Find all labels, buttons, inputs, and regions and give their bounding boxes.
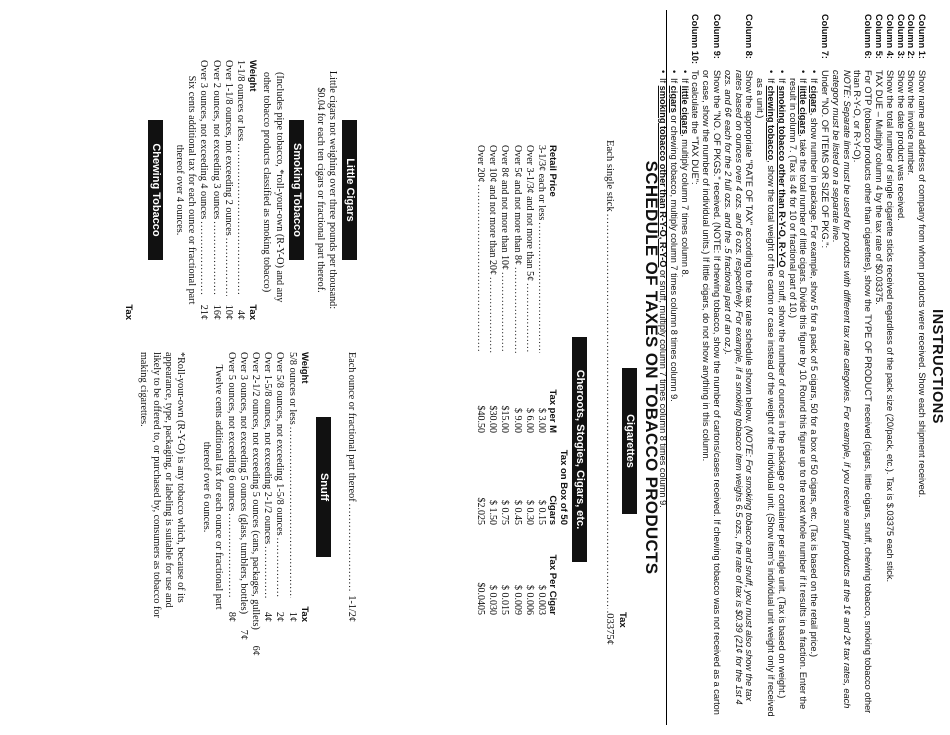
column-7-bullets — [754, 14, 819, 719]
tax-on-box: $ 0.30 — [523, 500, 535, 525]
column-8-text — [722, 70, 754, 719]
bullet-text — [787, 78, 809, 719]
column-8-note: (NOTE: For smoking tobacco and snuff, you must also show the tax rates based on ounces over 4 ozs. and 6 ozs. respectively. For example, if a smoking tobacco item weighs 6.5 ozs., the rate of tax is $0.39 (21¢ for the 1st 4 ozs. and 6¢ each for the 2 full ozs. and the .5 fractional part of an oz.). — [722, 70, 755, 705]
weight-row — [224, 352, 236, 622]
column-row — [852, 14, 874, 719]
retail-price: 3-1/3¢ each or less — [536, 145, 547, 221]
bullet-bold: chewing tobacco — [766, 85, 777, 161]
leader-dots — [474, 185, 486, 354]
snuff-table-header — [298, 352, 310, 622]
tax-value: 4¢ — [262, 611, 274, 622]
column-7-label: Column 7: — [820, 14, 831, 59]
bullet-text — [776, 78, 787, 719]
column-label: Column 4: — [884, 14, 895, 59]
weight-row — [273, 352, 285, 622]
bullet-pre: If — [766, 78, 777, 86]
cigarettes-tax-header: Tax — [617, 612, 628, 628]
weight-label: Over 2 ounces, not exceeding 3 ounces — [210, 60, 222, 220]
snuff-table-body — [224, 352, 298, 656]
column-10-text: To calculate the "TAX DUE": — [690, 70, 701, 185]
tax-value: 16¢ — [210, 304, 222, 320]
cheroots-table-body — [474, 145, 547, 615]
weight-row — [261, 352, 273, 622]
chewing-tax-header: Tax — [122, 304, 134, 320]
column-8-main: Show the appropriate "RATE OF TAX" according to the tax rate schedule shown below. — [744, 70, 755, 424]
column-text: Show the invoice number. — [906, 70, 917, 176]
little-cigars-text: Little cigars not weighing over three pounds per thousand: $0.04 for each ten cigars or fractional part thereof. — [314, 70, 338, 310]
weight-label: Over 5/8 ounces, not exceeding 1-5/8 ounces — [274, 352, 286, 536]
leader-dots — [261, 546, 273, 598]
bullet-rest: , take the total number of little cigars. Divide this figure by 10. Round this figure up to the next whole number if it results in a fraction. Enter the result in column 7. (Tax is 4¢ for 10 or fractional part of 10.) — [787, 78, 809, 710]
instructions-section — [657, 14, 945, 719]
leader-dots — [197, 221, 209, 296]
smoking-tobacco-text: (Includes pipe tobacco, *roll-your-own (R-Y-O) and any other tobacco products classified as smoking tobacco) — [261, 72, 285, 303]
bullet-rest: or snuff, show the number of ounces in the package or container per single unit. (Tax is based on weight.) — [776, 267, 787, 699]
bullet-pre: If — [809, 78, 820, 86]
column-row — [884, 14, 895, 719]
tax-value: 2¢ — [274, 611, 286, 622]
chewing-line-label: Each ounce or fractional part thereof — [346, 352, 357, 502]
column-label: Column 1: — [917, 14, 928, 59]
column-label: Column 5: — [874, 14, 885, 59]
column-9-row — [700, 14, 722, 719]
leader-dots — [486, 277, 498, 353]
column-row — [906, 14, 917, 719]
column-text: Show name and address of company from whom products were received. Show each shipment received. — [917, 70, 928, 498]
chewing-line-value: 1-1/2¢ — [346, 595, 357, 622]
bullet-rest: or chewing tobacco, multiply column 7 times column 8 times column 9. — [668, 112, 679, 402]
retail-price-cell — [523, 145, 535, 355]
column-7-row — [819, 14, 830, 719]
tax-per-m: $ 9.00 — [511, 408, 523, 433]
chewing-tobacco-line — [345, 352, 357, 622]
retail-price-cell — [535, 145, 547, 355]
bullet-rest: or snuff, multiply column 7 times column 8 times column 9. — [658, 267, 669, 508]
bullet-pre: If — [776, 78, 787, 86]
bullet-pre: If — [679, 78, 690, 86]
bullet-rest: , multiply column 7 times column 8. — [679, 134, 690, 278]
smoking-tobacco-table-header — [246, 60, 258, 320]
leader-dots — [234, 143, 246, 296]
leader-dots — [535, 222, 547, 353]
bullet-dot: • — [776, 70, 787, 74]
column-list — [852, 14, 928, 719]
cigarettes-line — [604, 140, 615, 645]
leader-dots — [604, 214, 615, 609]
bullet-text — [668, 78, 679, 719]
retail-price-cell — [486, 145, 498, 355]
tax-value: 10¢ — [222, 304, 234, 320]
cheroots-table-header — [547, 145, 568, 615]
tax-per-cigar: $ 0.030 — [487, 585, 499, 615]
bullet-text — [808, 78, 819, 719]
retail-price: Over 20¢ — [474, 145, 486, 183]
little-cigars-header-bar: Little Cigars — [342, 120, 357, 260]
bullet-bold: cigars — [668, 85, 679, 113]
table-row — [498, 145, 510, 615]
weight-row — [234, 60, 246, 320]
bullet-dot: • — [809, 70, 820, 74]
bullet-bold: little cigars — [679, 85, 690, 135]
tax-on-box: $ 0.45 — [511, 500, 523, 525]
tax-per-cigar: $ 0.006 — [523, 585, 535, 615]
tax-value: 21¢ — [198, 304, 210, 320]
bullet-rest: , show the total weight of the carton or case instead of the weight of the individual unit. (Show item's individual unit weight only if received as a unit.) — [755, 78, 777, 717]
right-column — [137, 352, 357, 656]
smoking-tobacco-table-body — [197, 60, 246, 320]
weight-label: 5/8 ounces or less — [286, 352, 298, 425]
weight-label: Over 1-5/8 ounces, not exceeding 2-1/2 ounces — [262, 352, 274, 545]
left-column — [122, 60, 357, 320]
bullet-dot: • — [658, 70, 669, 74]
cigarettes-line-value: .03375¢ — [604, 610, 615, 645]
ryo-footnote: *Roll-your-own (R-Y-O) is any tobacco which, because of its appearance, type, packaging, or labeling is suitable for use and likely to be offered to, or purchased by, consumers as tobacco for making cigarettes. — [138, 352, 186, 618]
snuff-additional: Twelve cents additional tax for each ounce or fractional part thereof over 6 ounces. — [201, 364, 225, 610]
leader-dots — [523, 283, 535, 353]
weight-row — [237, 352, 249, 640]
bullet-text — [679, 78, 690, 719]
table-row — [535, 145, 547, 615]
bullet-item — [754, 70, 776, 719]
schedule-title: SCHEDULE OF TAXES ON TOBACCO PRODUCTS — [642, 160, 661, 575]
cigarettes-line-label: Each single stick — [604, 140, 615, 212]
leader-dots — [222, 238, 234, 296]
column-8-row — [722, 14, 754, 719]
snuff-weight-header: Weight — [298, 352, 310, 384]
tax-per-m: $40.50 — [474, 405, 486, 433]
header-tax-per-cigar: Tax Per Cigar — [547, 554, 559, 615]
column-9-text: Show the "NO. OF PKGS." received. (NOTE: If chewing tobacco, show the number of cartons/cases received. If chewing tobacco was not received as a carton or case, show the number of individual units.) If little cigars, do not show anything in this column. — [701, 70, 723, 715]
weight-row — [209, 60, 221, 320]
cheroots-table — [474, 145, 568, 615]
leader-dots — [510, 267, 522, 353]
cigarettes-header-bar: Cigarettes — [622, 368, 637, 514]
smoking-tobacco-additional: Six cents additional tax for each ounce or fractional part thereof over 4 ounces. — [173, 75, 198, 305]
weight-row — [222, 60, 234, 320]
tax-value: 1¢ — [286, 611, 298, 622]
column-row — [873, 14, 884, 719]
retail-price: Over 3-1/3¢ and not more than 5¢ — [523, 145, 535, 282]
smoking-tobacco-header-bar: Smoking Tobacco — [289, 120, 304, 260]
column-row — [895, 14, 906, 719]
column-label: Column 2: — [906, 14, 917, 59]
tax-on-box: $ 1.50 — [487, 500, 499, 525]
bullet-bold: cigars — [809, 85, 820, 113]
column-row — [916, 14, 927, 719]
bullet-bold: smoking tobacco other than R-Y-O, R-Y-O — [658, 85, 669, 268]
column-10-label: Column 10: — [690, 14, 701, 65]
bullet-bold: smoking tobacco other than R-Y-O, R-Y-O — [776, 85, 787, 268]
leader-dots — [285, 427, 297, 598]
tax-value: 8¢ — [225, 611, 237, 622]
smoking-weight-header: Weight — [247, 60, 259, 92]
header-retail-price: Retail Price — [547, 145, 559, 197]
bullet-dot: • — [798, 70, 809, 74]
weight-label: Over 1-1/8 ounces, not exceeding 2 ounces — [222, 60, 234, 236]
bullet-pre: If — [668, 78, 679, 86]
tax-per-m: $ 6.00 — [523, 408, 535, 433]
bullet-item — [679, 70, 690, 719]
tax-per-m: $15.00 — [499, 405, 511, 433]
weight-label: 1-1/8 ounces or less — [234, 60, 246, 142]
weight-row — [285, 352, 297, 622]
retail-price: Over 8¢ and not more than 10¢ — [499, 145, 511, 270]
tax-value: 7¢ — [237, 629, 249, 640]
column-label: Column 3: — [895, 14, 906, 59]
bullet-dot: • — [668, 70, 679, 74]
column-text: For OTP (tobacco products other than cigarettes), show the TYPE OF PRODUCT received (cigars, little cigars, snuff, chewing tobacco, smoking tobacco other than R-Y-O, or R-Y-O). — [852, 70, 874, 714]
leader-dots — [224, 513, 236, 598]
column-text: Show the total number of single cigarette sticks received regardless of the pack size (20/pack, etc.). Tax is $.03375 each stick. — [884, 70, 895, 583]
leader-dots — [273, 538, 285, 598]
tax-per-m: $ 3.00 — [536, 408, 547, 433]
bullet-pre: If — [798, 78, 809, 86]
retail-price-cell — [474, 145, 486, 355]
bullet-bold: little cigars — [798, 85, 809, 135]
weight-label: Over 5 ounces, not exceeding 6 ounces — [225, 352, 237, 512]
weight-label: Over 2-1/2 ounces, not exceeding 5 ounces (cans, packages, gullets) — [249, 352, 261, 630]
tax-per-m: $30.00 — [487, 405, 499, 433]
instructions-title: INSTRUCTIONS — [929, 309, 945, 424]
tax-value: 6¢ — [249, 645, 261, 656]
cheroots-header-bar: Cheroots, Stogies, Cigars, etc. — [572, 337, 587, 562]
leader-dots — [498, 272, 510, 353]
column-8-label: Column 8: — [744, 14, 755, 59]
snuff-header-bar: Snuff — [316, 417, 331, 557]
tax-on-box: $ 0.15 — [536, 500, 547, 525]
instructions-note: NOTE: Separate lines must be used for products with different tax rate categories. For example, if you receive snuff products at the 1¢ and 2¢ tax rates, each category must be listed on a separate line. — [830, 70, 852, 709]
tax-value: 4¢ — [234, 309, 246, 320]
column-10-bullets — [657, 14, 689, 719]
table-row — [510, 145, 522, 615]
tax-per-cigar: $ 0.009 — [511, 585, 523, 615]
bullet-rest: , show number in package. For example, show 5 for a pack of 5 cigars, 50 for a box of 50 cigars, etc. (Tax is based on the retail price.) — [809, 112, 820, 658]
smoking-tax-header: Tax — [247, 304, 259, 320]
column-7-text: Under "NO. OF ITEMS OR SIZE OF PKG.": — [820, 70, 831, 249]
bullet-pre: If — [658, 78, 669, 86]
retail-price-cell — [510, 145, 522, 355]
weight-label: Over 3 ounces, not exceeding 4 ounces — [198, 60, 210, 220]
tax-on-box: $2.025 — [474, 497, 486, 525]
bullet-text — [754, 78, 776, 719]
column-text: Show the date product was received. — [895, 70, 906, 221]
column-label: Column 6: — [863, 14, 874, 59]
weight-label: Over 3 ounces, not exceeding 5 ounces (glass, tumblers, bottles) — [237, 352, 249, 614]
tax-per-cigar: $ 0.003 — [536, 585, 547, 615]
bullet-dot: • — [766, 70, 777, 74]
column-9-label: Column 9: — [712, 14, 723, 59]
weight-row — [249, 352, 261, 656]
header-tax-on-box: Tax on Box of 50 Cigars — [547, 449, 569, 525]
table-row — [474, 145, 486, 615]
column-10-row — [690, 14, 701, 719]
retail-price-cell — [498, 145, 510, 355]
column-text: TAX DUE – Multiply column 4 by the tax rate of $0.03375. — [874, 70, 885, 305]
bullet-item — [808, 70, 819, 719]
tax-per-cigar: $ 0.015 — [499, 585, 511, 615]
bullet-dot: • — [679, 70, 690, 74]
weight-row — [197, 60, 209, 320]
chewing-tobacco-header-bar: Chewing Tobacco — [148, 120, 163, 260]
retail-price: Over 5¢ and not more than 8¢ — [511, 145, 523, 265]
header-tax-per-m: Tax per M — [547, 389, 559, 433]
section-divider — [666, 10, 667, 725]
bullet-item — [668, 70, 679, 719]
tax-per-cigar: $0.0405 — [474, 582, 486, 615]
bullet-item — [787, 70, 809, 719]
retail-price: Over 10¢ and not more than 20¢ — [487, 145, 499, 275]
leader-dots — [345, 504, 357, 594]
table-row — [486, 145, 498, 615]
leader-dots — [209, 221, 221, 296]
table-row — [523, 145, 535, 615]
snuff-tax-header: Tax — [298, 606, 310, 622]
bullet-item — [776, 70, 787, 719]
tax-on-box: $ 0.75 — [499, 500, 511, 525]
